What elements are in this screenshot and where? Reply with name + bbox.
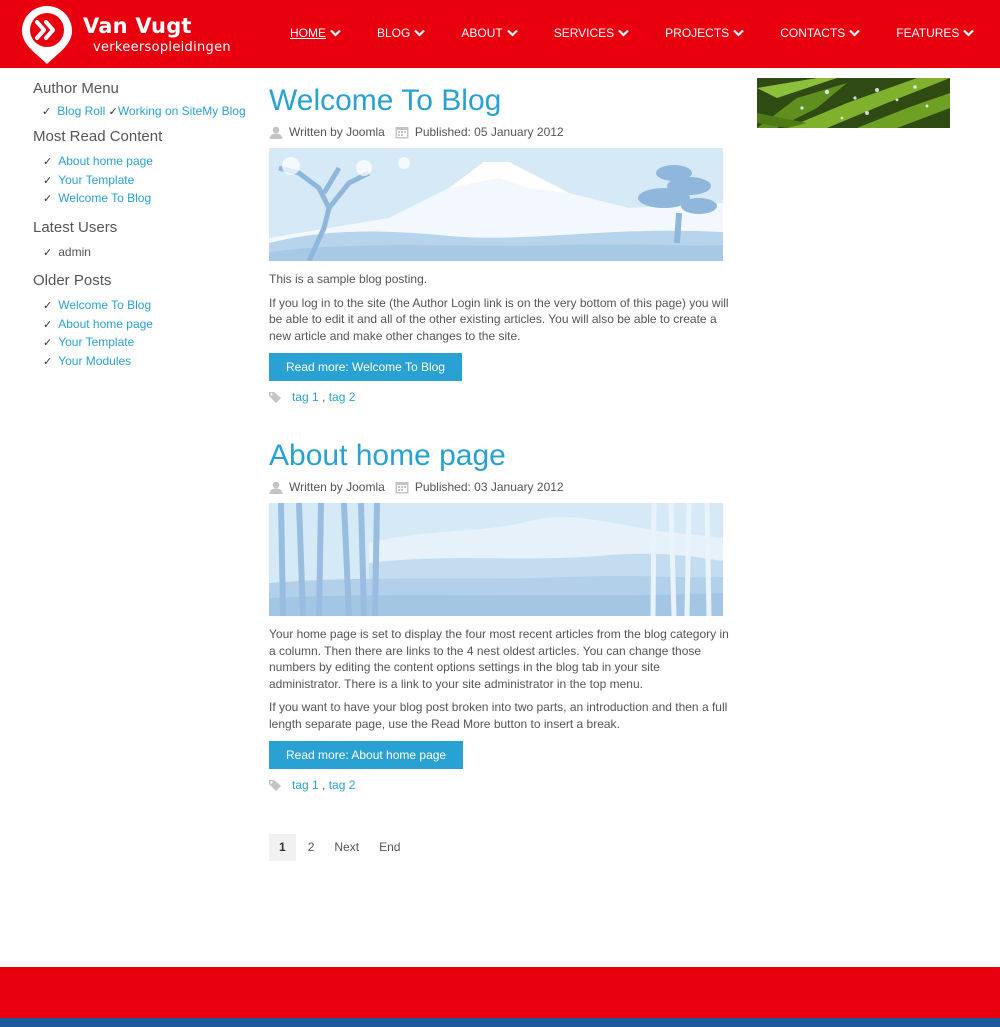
nav-item-about[interactable] bbox=[461, 26, 517, 40]
check-icon: ✓ bbox=[43, 337, 53, 349]
chevron-down-icon bbox=[618, 29, 629, 37]
article-meta bbox=[269, 480, 734, 494]
most-read-link[interactable]: Your Template bbox=[58, 172, 135, 187]
read-more-button[interactable]: Read more: About home page bbox=[269, 741, 463, 769]
author-menu-module bbox=[33, 80, 253, 118]
calendar-icon bbox=[395, 126, 409, 139]
module-title: Most Read Content bbox=[33, 128, 163, 145]
article-meta bbox=[269, 125, 734, 139]
check-icon: ✓ bbox=[43, 193, 53, 205]
pagination-current-page: 1 bbox=[269, 834, 296, 861]
main-content bbox=[269, 82, 734, 792]
tag-link[interactable]: tag 1 bbox=[292, 390, 319, 404]
check-icon: ✓ bbox=[43, 318, 53, 331]
logo-pin-icon bbox=[20, 4, 74, 66]
chevron-down-icon bbox=[507, 29, 518, 37]
list-item bbox=[43, 334, 253, 353]
nav-item-label: ABOUT bbox=[461, 26, 503, 40]
module-title: Older Posts bbox=[33, 272, 112, 289]
older-post-link[interactable]: Your Modules bbox=[58, 353, 132, 368]
nav-item-home[interactable] bbox=[290, 26, 341, 40]
article-tags: tag 1 , tag 2 bbox=[269, 390, 734, 404]
older-posts-list bbox=[33, 297, 253, 371]
article-published-date: Published: 03 January 2012 bbox=[414, 480, 564, 494]
left-sidebar bbox=[33, 80, 253, 381]
pagination-page-2[interactable]: 2 bbox=[307, 840, 315, 854]
blog-article bbox=[269, 82, 734, 404]
list-item bbox=[43, 316, 253, 335]
older-post-link[interactable]: Welcome To Blog bbox=[58, 298, 152, 312]
user-icon bbox=[269, 126, 283, 139]
nav-item-label: BLOG bbox=[377, 26, 411, 40]
user-icon bbox=[269, 481, 283, 494]
article-author: Written by Joomla bbox=[289, 125, 385, 139]
nav-item-label: CONTACTS bbox=[780, 26, 846, 40]
check-icon: ✓ bbox=[108, 106, 118, 118]
article-paragraph: If you want to have your blog post broken into two parts, an introduction and then a full length separate page, use the Read More button to insert a break. bbox=[269, 700, 728, 731]
most-read-link[interactable]: Welcome To Blog bbox=[58, 191, 152, 205]
article-image-mountain bbox=[269, 148, 723, 261]
nav-item-blog[interactable] bbox=[377, 26, 425, 40]
tag-icon bbox=[269, 392, 282, 403]
logo-title: Van Vugt bbox=[83, 14, 192, 38]
check-icon: ✓ bbox=[43, 156, 53, 168]
most-read-list bbox=[33, 153, 253, 209]
article-image-bamboo bbox=[269, 503, 723, 616]
logo-subtitle: verkeersopleidingen bbox=[93, 40, 231, 55]
module-title: Latest Users bbox=[33, 218, 118, 236]
pagination bbox=[269, 834, 410, 861]
author-menu-link-blog-roll[interactable]: Blog Roll bbox=[57, 104, 106, 118]
site-header bbox=[0, 0, 1000, 68]
article-tags: tag 1 , tag 2 bbox=[269, 778, 734, 792]
tag-link[interactable]: tag 2 bbox=[328, 778, 356, 792]
check-icon: ✓ bbox=[43, 355, 53, 368]
older-post-link[interactable]: About home page bbox=[58, 316, 153, 331]
author-menu-list bbox=[33, 104, 253, 118]
read-more-button[interactable]: Read more: Welcome To Blog bbox=[269, 353, 462, 381]
article-published-date: Published: 05 January 2012 bbox=[414, 125, 564, 139]
article-paragraph: Your home page is set to display the four most recent articles from the blog category in a column. Then there are links to the 4 nest oldest articles. You can change those numbers by editing the content options settings in the blog tab in your site administrator. There is a link to your site administrator in the top menu. bbox=[269, 627, 729, 691]
chevron-down-icon bbox=[330, 29, 341, 37]
latest-users-module bbox=[33, 219, 253, 263]
pagination-end[interactable]: End bbox=[379, 840, 401, 854]
tag-link[interactable]: tag 2 bbox=[328, 390, 356, 404]
blog-article bbox=[269, 437, 734, 792]
chevron-down-icon bbox=[963, 29, 974, 37]
article-author: Written by Joomla bbox=[289, 480, 385, 494]
list-item bbox=[43, 190, 253, 209]
check-icon: ✓ bbox=[43, 174, 53, 187]
module-title: Author Menu bbox=[33, 80, 119, 97]
article-title[interactable]: About home page bbox=[269, 439, 506, 472]
list-item bbox=[43, 153, 253, 172]
article-paragraph: This is a sample blog posting. bbox=[269, 272, 428, 286]
article-title[interactable]: Welcome To Blog bbox=[269, 84, 502, 117]
latest-users-list bbox=[33, 244, 253, 263]
calendar-icon bbox=[395, 481, 409, 494]
tag-icon bbox=[269, 780, 282, 791]
tag-link[interactable]: tag 1 bbox=[292, 778, 319, 792]
pagination-next[interactable]: Next bbox=[334, 840, 360, 854]
author-menu-link-working[interactable]: Working on SiteMy Blog bbox=[117, 104, 246, 118]
chevron-down-icon bbox=[414, 29, 425, 37]
older-posts-module bbox=[33, 272, 253, 371]
user-name: admin bbox=[58, 244, 91, 259]
most-read-link[interactable]: About home page bbox=[58, 154, 153, 168]
list-item bbox=[43, 297, 253, 316]
nav-item-contacts[interactable] bbox=[780, 26, 860, 40]
nav-item-label: FEATURES bbox=[896, 26, 960, 40]
most-read-module bbox=[33, 128, 253, 209]
list-item bbox=[43, 172, 253, 191]
list-item bbox=[43, 244, 253, 263]
nav-item-projects[interactable] bbox=[665, 26, 744, 40]
check-icon: ✓ bbox=[42, 106, 52, 118]
check-icon: ✓ bbox=[43, 300, 53, 312]
chevron-down-icon bbox=[849, 29, 860, 37]
nav-item-label: HOME bbox=[290, 26, 326, 40]
nav-item-label: PROJECTS bbox=[665, 26, 730, 40]
footer-bottom-bar bbox=[0, 1018, 1000, 1027]
site-footer bbox=[0, 967, 1000, 1018]
older-post-link[interactable]: Your Template bbox=[58, 335, 135, 349]
article-paragraph: If you log in to the site (the Author Login link is on the very bottom of this page) you will be able to edit it and all of the other existing articles. You will also be able to create a new article and make other changes to the site. bbox=[269, 295, 729, 343]
nav-item-services[interactable] bbox=[554, 26, 629, 40]
list-item bbox=[43, 353, 253, 372]
main-nav bbox=[290, 26, 974, 40]
nav-item-label: SERVICES bbox=[553, 26, 615, 40]
sidebar-image-grass bbox=[757, 78, 950, 128]
chevron-down-icon bbox=[733, 29, 744, 37]
check-icon: ✓ bbox=[43, 246, 53, 259]
nav-item-features[interactable] bbox=[896, 26, 974, 40]
site-logo[interactable] bbox=[20, 4, 240, 66]
